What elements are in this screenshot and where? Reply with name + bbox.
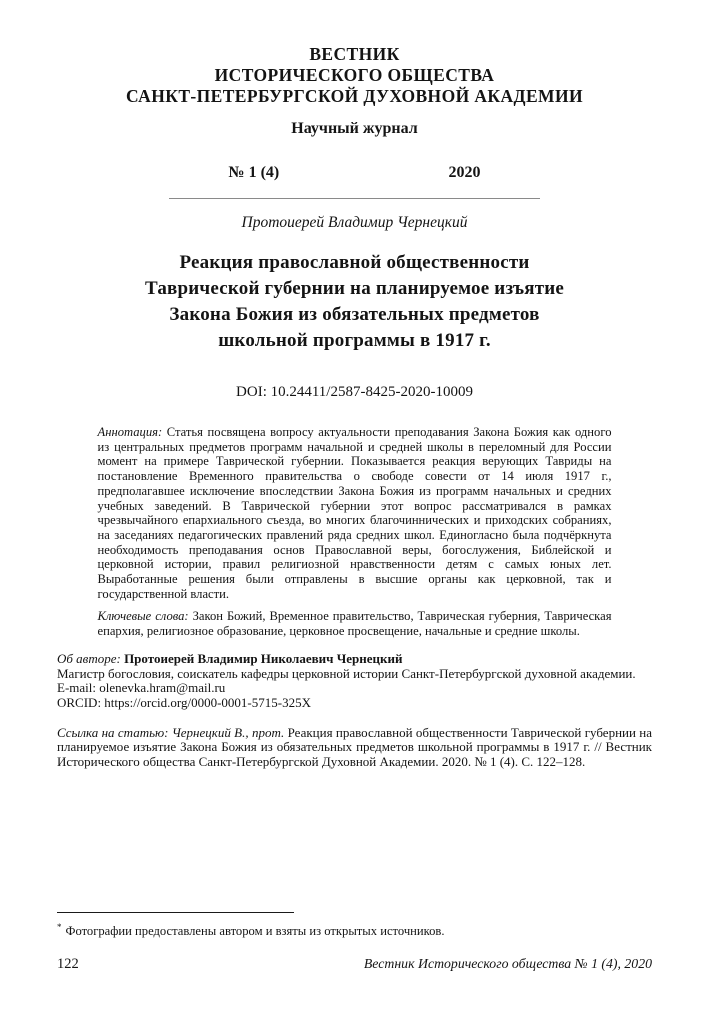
issue-number: № 1 (4) [228, 164, 280, 181]
running-title: Вестник Исторического общества № 1 (4), 2020 [363, 956, 652, 971]
abstract-label: Аннотация: [97, 425, 167, 439]
abstract-text: Статья посвящена вопросу актуальности преподавания Закона Божия как одного из центральных предметов программ начальной и средней школы в переломный для России момент на примере Таврической губернии. Показывается реакция верующих Тавриды на постановление Временного правительства о свободе совести от 14 июля 1917 г., предполагавшее исключение впоследствии Закона Божия из программ начальных и средних учебных заведений. В Таврической губернии этот вопрос рассматривался в рамках чрезвычайного епархиального съезда, во многих благочиннических и приходских собраниях, на заседаниях педагогических правлений ряда средних школ. Единогласно была подчёркнута необходимость преподавания основ Православной веры, богослужения, Библейской и церковной истории, правил религиозной нравственности детям с самых юных лет. Выработанные решения были отправлены в высшие органы как церковной, так и государственной власти. [97, 425, 612, 601]
issue-row [229, 164, 481, 182]
citation-authors: Чернецкий В., прот. [171, 724, 288, 740]
abstract-paragraph [98, 425, 612, 601]
page-footer [57, 956, 652, 973]
about-author-heading [57, 652, 652, 667]
about-author-label: Об авторе: [57, 650, 125, 666]
masthead-line: ИСТОРИЧЕСКОГО ОБЩЕСТВА [214, 65, 495, 85]
footnote-rule [57, 912, 294, 913]
masthead-line: САНКТ-ПЕТЕРБУРГСКОЙ ДУХОВНОЙ АКАДЕМИИ [126, 86, 583, 106]
article-title-line: Таврической губернии на планируемое изъятие [144, 278, 565, 299]
about-author-orcid: ORCID: https://orcid.org/0000-0001-5715-325X [57, 694, 311, 710]
article-title-line: школьной программы в 1917 г. [218, 330, 491, 351]
keywords-text: Закон Божий, Временное правительство, Таврическая губерния, Таврическая епархия, религиозное образование, церковное просвещение, начальные и средние школы. [97, 609, 612, 639]
footnote-text-line [57, 920, 652, 939]
page-number: 122 [57, 956, 79, 972]
doi-line: DOI: 10.24411/2587-8425-2020-10009 [236, 384, 473, 400]
masthead-line: ВЕСТНИК [309, 44, 400, 64]
article-title-line: Закона Божия из обязательных предметов [169, 304, 540, 325]
article-author-line: Протоиерей Владимир Чернецкий [241, 214, 468, 231]
article-title-line: Реакция православной общественности [179, 252, 530, 273]
keywords-label: Ключевые слова: [97, 609, 193, 624]
footnote-text: Фотографии предоставлены автором и взяты из открытых источников. [65, 924, 445, 939]
footnote-marker: * [57, 922, 62, 932]
journal-subtitle: Научный журнал [291, 120, 418, 137]
journal-masthead [0, 0, 709, 107]
header-separator [169, 198, 540, 199]
keywords-paragraph [98, 609, 612, 638]
about-author-name: Протоиерей Владимир Николаевич Чернецкий [124, 650, 403, 666]
about-author-email: E-mail: olenevka.hram@mail.ru [57, 680, 226, 696]
footnote [57, 912, 652, 939]
about-author-block [57, 652, 652, 711]
about-author-affiliation: Магистр богословия, соискатель кафедры церковной истории Санкт-Петербургской духовной академии. [57, 665, 636, 681]
citation-label: Ссылка на статью: [57, 724, 172, 740]
citation-text: Реакция православной общественности Таврической губернии на планируемое изъятие Закона Божия из обязательных предметов школьной программы в 1917 г. // Вестник Исторического общества Санкт-Петербургской Духовной Академии. 2020. № 1 (4). С. 122–128. [57, 724, 653, 770]
article-title [0, 250, 709, 354]
issue-year: 2020 [448, 164, 481, 181]
citation-block [57, 726, 652, 770]
